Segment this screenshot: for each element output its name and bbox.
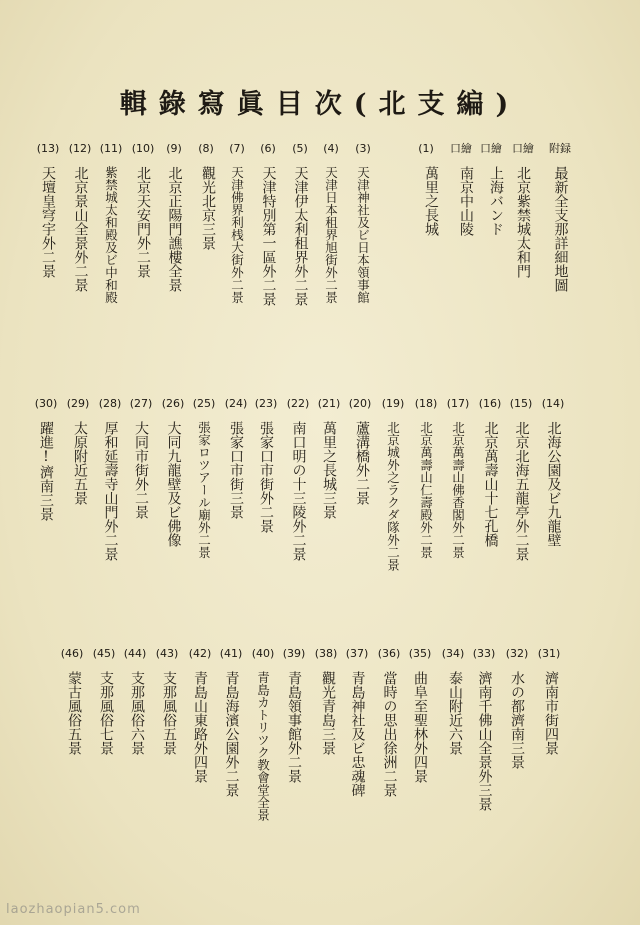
entry-title: 北京景山全景外二景 (72, 166, 89, 292)
entry-number: (16) (478, 397, 502, 410)
entry-title: 大同九龍壁及ビ佛像 (165, 421, 182, 547)
contents-entry (91, 645, 117, 755)
contents-entry (224, 140, 250, 304)
entry-number: (26) (161, 397, 185, 410)
contents-entry (508, 395, 534, 561)
contents-entry (376, 645, 402, 797)
entry-number: (7) (229, 142, 245, 155)
contents-entry (287, 140, 313, 306)
entry-number: (15) (509, 397, 533, 410)
entry-number: (20) (348, 397, 372, 410)
contents-entry (313, 645, 339, 755)
entry-title: 北京萬壽山十七孔橋 (482, 421, 499, 547)
entry-title: 北京城外之ラクダ隊外二景 (385, 421, 401, 571)
entry-number: (40) (251, 647, 275, 660)
entry-number: (4) (323, 142, 339, 155)
contents-entry (255, 140, 281, 306)
entry-number: (13) (36, 142, 60, 155)
contents-entry (316, 395, 342, 519)
contents-entry (281, 645, 307, 783)
entry-number: (6) (260, 142, 276, 155)
contents-entry (250, 645, 276, 821)
contents-entry (344, 645, 370, 797)
contents-entry (471, 645, 497, 811)
contents-entry (218, 645, 244, 797)
entry-number: (11) (99, 142, 123, 155)
entry-number: (32) (505, 647, 529, 660)
entry-title: 青島神社及ビ忠魂碑 (349, 671, 366, 797)
contents-entry (67, 140, 93, 292)
entry-title: 天津佛界利桟大街外二景 (229, 166, 245, 304)
entry-title: 太原附近五景 (72, 421, 88, 505)
entry-number: (36) (377, 647, 401, 660)
entry-number: (35) (408, 647, 432, 660)
entry-number: (46) (60, 647, 84, 660)
contents-entry (504, 645, 530, 769)
entry-number: (18) (414, 397, 438, 410)
entry-title: 觀光北京三景 (200, 166, 216, 250)
entry-number: (22) (286, 397, 310, 410)
entry-number: (41) (219, 647, 243, 660)
contents-entry (253, 395, 279, 533)
contents-entry (191, 395, 217, 559)
entry-title: 厚和延壽寺山門外二景 (102, 421, 119, 561)
entry-number: (30) (34, 397, 58, 410)
page-title: 輯錄寫眞目次(北支編) (119, 89, 521, 120)
contents-entry (33, 395, 59, 521)
entry-title: 天津特別第一區外二景 (260, 166, 277, 306)
entry-number: (5) (292, 142, 308, 155)
entry-title: 南京中山陵 (458, 166, 474, 236)
entry-title: 天津神社及ビ日本領事館 (355, 166, 371, 304)
entry-number: 口繪 (480, 142, 502, 155)
entry-title: 南口明の十三陵外二景 (290, 421, 307, 561)
contents-entry (540, 395, 566, 547)
entry-number: (33) (472, 647, 496, 660)
entry-number: (23) (254, 397, 278, 410)
entry-title: 北京萬壽山仁壽殿外二景 (418, 421, 434, 559)
entry-title: 萬里之長城三景 (321, 421, 337, 519)
contents-entry (547, 140, 573, 292)
entry-title: 青島領事館外二景 (286, 671, 302, 783)
entry-title: 天津日本租界旭街外二景 (323, 166, 339, 304)
entry-number: (25) (192, 397, 216, 410)
contents-entry (285, 395, 311, 561)
entry-number: (12) (68, 142, 92, 155)
entry-number: (27) (129, 397, 153, 410)
entry-number: (45) (92, 647, 116, 660)
contents-entry (154, 645, 180, 755)
entry-title: 蒙古風俗五景 (66, 671, 82, 755)
entry-title: 張家口市街三景 (228, 421, 244, 519)
entry-number: (37) (345, 647, 369, 660)
entry-title: 觀光青島三景 (320, 671, 336, 755)
entry-number: (38) (314, 647, 338, 660)
entry-number: (9) (166, 142, 182, 155)
contents-entry (380, 395, 406, 571)
contents-entry (35, 140, 61, 278)
contents-entry (161, 140, 187, 292)
entry-title: 天津伊太利租界外二景 (292, 166, 309, 306)
contents-entry (65, 395, 91, 505)
contents-entry (440, 645, 466, 755)
entry-title: 支那風俗七景 (98, 671, 114, 755)
entry-title: 躍進!濟南三景 (38, 421, 54, 521)
entry-title: 濟南千佛山全景外三景 (476, 671, 493, 811)
entry-number: (17) (446, 397, 470, 410)
entry-number: (10) (131, 142, 155, 155)
entry-title: 北京萬壽山佛香閣外二景 (450, 421, 466, 559)
contents-entry (477, 395, 503, 547)
entry-number: (19) (381, 397, 405, 410)
entry-title: 青島カトリツク教會堂全景 (255, 671, 271, 821)
entry-number: (43) (155, 647, 179, 660)
entry-title: 張家口市街外二景 (258, 421, 274, 533)
entry-title: 北京正陽門譙樓全景 (166, 166, 183, 292)
entry-title: 上海バンド (488, 166, 504, 236)
contents-entry (59, 645, 85, 755)
entry-title: 張家ロツアール廟外二景 (196, 421, 212, 559)
entry-title: 北京北海五龍亭外二景 (513, 421, 530, 561)
contents-entry (160, 395, 186, 547)
contents-entry (407, 645, 433, 783)
entry-title: 最新全支那詳細地圖 (552, 166, 569, 292)
entry-title: 泰山附近六景 (447, 671, 463, 755)
entry-title: 蘆溝橋外二景 (354, 421, 370, 505)
contents-entry (98, 140, 124, 304)
entry-number: (1) (418, 142, 434, 155)
entry-number: (39) (282, 647, 306, 660)
entry-number: (31) (537, 647, 561, 660)
contents-entry (536, 645, 562, 755)
entry-number: (14) (541, 397, 565, 410)
entry-title: 北京天安門外二景 (135, 166, 151, 278)
entry-number: (21) (317, 397, 341, 410)
entry-title: 曲阜至聖林外四景 (412, 671, 428, 783)
contents-entry (187, 645, 213, 783)
entry-title: 支那風俗五景 (161, 671, 177, 755)
entry-number: (29) (66, 397, 90, 410)
entry-title: 紫禁城太和殿及ビ中和殿 (103, 166, 119, 304)
contents-entry (130, 140, 156, 278)
entry-title: 當時の思出徐洲二景 (381, 671, 398, 797)
contents-entry (347, 395, 373, 505)
watermark: laozhaopian5.com (6, 902, 141, 917)
entry-number: (44) (123, 647, 147, 660)
entry-title: 北海公園及ビ九龍壁 (545, 421, 562, 547)
contents-entry (122, 645, 148, 755)
entry-title: 濟南市街四景 (543, 671, 559, 755)
contents-entry (350, 140, 376, 304)
entry-number: (24) (224, 397, 248, 410)
contents-entry (223, 395, 249, 519)
entry-number: 口繪 (450, 142, 472, 155)
entry-title: 北京紫禁城太和門 (515, 166, 531, 278)
contents-entry (413, 395, 439, 559)
entry-number: (8) (198, 142, 214, 155)
contents-entry (448, 140, 474, 236)
contents-entry (97, 395, 123, 561)
entry-title: 萬里之長城 (423, 166, 439, 236)
entry-title: 青島山東路外四景 (192, 671, 208, 783)
entry-number: 附録 (549, 142, 571, 155)
contents-entry (128, 395, 154, 519)
entry-number: (42) (188, 647, 212, 660)
contents-entry (413, 140, 439, 236)
entry-number: 口繪 (512, 142, 534, 155)
entry-title: 青島海濱公園外二景 (223, 671, 240, 797)
contents-entry (318, 140, 344, 304)
entry-number: (34) (441, 647, 465, 660)
entry-number: (28) (98, 397, 122, 410)
entry-title: 水の都濟南三景 (509, 671, 525, 769)
entry-title: 支那風俗六景 (129, 671, 145, 755)
contents-entry (193, 140, 219, 250)
contents-entry (445, 395, 471, 559)
entry-title: 天壇皇穹宇外二景 (40, 166, 56, 278)
entry-number: (3) (355, 142, 371, 155)
entry-title: 大同市街外二景 (133, 421, 149, 519)
